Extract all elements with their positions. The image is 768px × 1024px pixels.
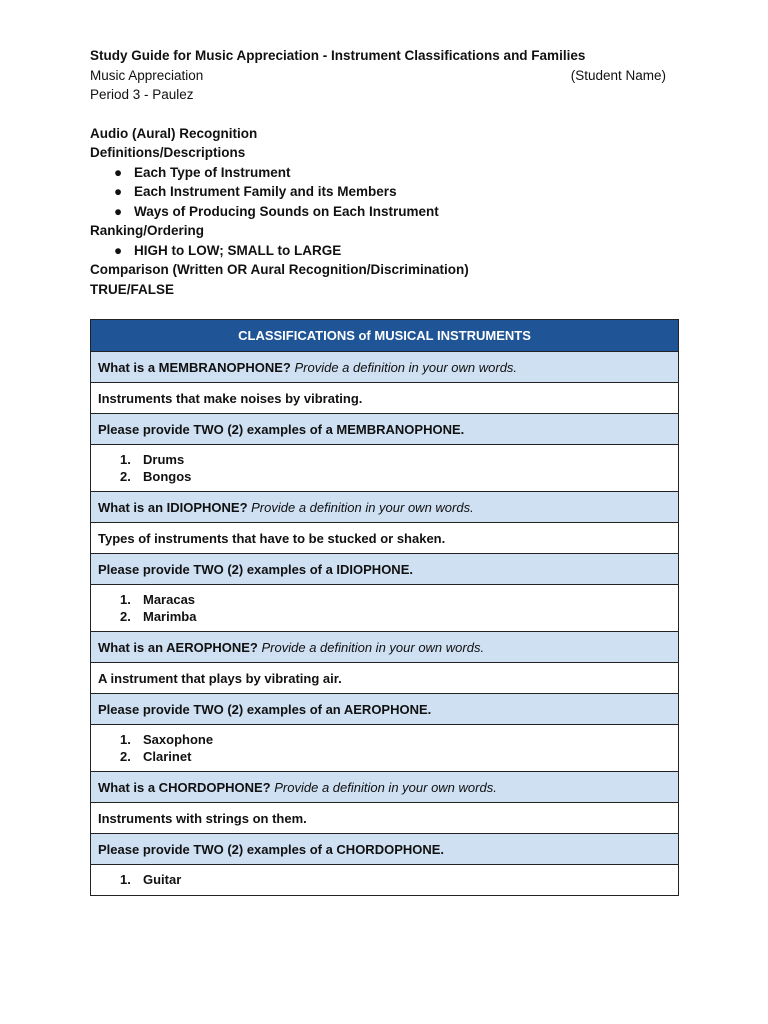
list-item: 1. Drums [120, 451, 185, 467]
list-item: 2. Bongos [120, 469, 192, 484]
topic-ranking: Ranking/Ordering [90, 223, 205, 238]
definition-hint: Provide a definition in your own words. [251, 499, 474, 515]
period-line: Period 3 - Paulez [90, 87, 194, 102]
list-item: ● Each Instrument Family and its Members [90, 182, 680, 202]
examples-list [98, 591, 671, 626]
spacer [90, 105, 680, 124]
question-membranophone: What is a MEMBRANOPHONE? Provide a definition in your own words. [91, 352, 679, 383]
table-row [91, 803, 679, 834]
list-item: ● HIGH to LOW; SMALL to LARGE [90, 241, 680, 261]
definitions-list [90, 163, 680, 222]
bullet-icon: ● [114, 164, 123, 180]
table-header-row [91, 320, 679, 352]
answer-chordophone: Instruments with strings on them. [91, 803, 679, 834]
list-item: 1. Maracas [120, 591, 196, 607]
document-header [90, 46, 680, 299]
answer-aerophone: A instrument that plays by vibrating air. [91, 663, 679, 694]
table-row [91, 523, 679, 554]
definition-hint: Provide a definition in your own words. [274, 779, 497, 795]
question-chordophone: What is a CHORDOPHONE? Provide a definition in your own words. [91, 772, 679, 803]
bullet-icon: ● [114, 184, 123, 199]
table-row [91, 694, 679, 725]
bullet-icon: ● [114, 242, 123, 258]
topic-aural: Audio (Aural) Recognition [90, 125, 258, 141]
examples-chordophone [91, 865, 679, 896]
examples-list [98, 451, 671, 486]
definition-hint: Provide a definition in your own words. [294, 359, 518, 375]
table-row [91, 352, 679, 383]
topic-truefalse: TRUE/FALSE [90, 281, 175, 297]
list-item: 1. Saxophone [120, 731, 214, 747]
table-row [91, 554, 679, 585]
question-aerophone: What is an AEROPHONE? Provide a definition in your own words. [91, 632, 679, 663]
table-row [91, 383, 679, 414]
topic-definitions: Definitions/Descriptions [90, 145, 246, 160]
list-item: ● Each Type of Instrument [90, 163, 680, 183]
answer-membranophone: Instruments that make noises by vibrating. [91, 383, 679, 414]
student-name: (Student Name) [570, 67, 666, 83]
table-row [91, 663, 679, 694]
examples-list [98, 871, 671, 889]
list-item: 1. Guitar [120, 872, 182, 888]
examples-prompt-membranophone: Please provide TWO (2) examples of a MEMBRANOPHONE. [91, 414, 679, 445]
list-item: 2. Marimba [120, 609, 197, 624]
table-row [91, 445, 679, 492]
topic-comparison: Comparison (Written OR Aural Recognition/Discrimination) [90, 262, 469, 277]
question-idiophone: What is an IDIOPHONE? Provide a definition in your own words. [91, 492, 679, 523]
list-item: ● Ways of Producing Sounds on Each Instrument [90, 202, 680, 222]
classifications-table [90, 319, 679, 896]
table-row [91, 632, 679, 663]
examples-list [98, 731, 671, 766]
list-item: 2. Clarinet [120, 749, 192, 764]
examples-membranophone [91, 445, 679, 492]
table-row [91, 414, 679, 445]
table-row [91, 865, 679, 896]
bullet-icon: ● [114, 203, 123, 219]
examples-prompt-chordophone: Please provide TWO (2) examples of a CHORDOPHONE. [91, 834, 679, 865]
definition-hint: Provide a definition in your own words. [261, 639, 485, 655]
examples-idiophone [91, 585, 679, 632]
examples-prompt-idiophone: Please provide TWO (2) examples of a IDIOPHONE. [91, 554, 679, 585]
table-row [91, 772, 679, 803]
course-row [90, 66, 666, 86]
ranking-list [90, 241, 680, 261]
table-title: CLASSIFICATIONS of MUSICAL INSTRUMENTS [91, 320, 679, 352]
table-row [91, 492, 679, 523]
examples-aerophone [91, 725, 679, 772]
examples-prompt-aerophone: Please provide TWO (2) examples of an AEROPHONE. [91, 694, 679, 725]
table-row [91, 725, 679, 772]
answer-idiophone: Types of instruments that have to be stucked or shaken. [91, 523, 679, 554]
table-row [91, 834, 679, 865]
document-title: Study Guide for Music Appreciation - Instrument Classifications and Families [90, 48, 586, 63]
table-row [91, 585, 679, 632]
course-name: Music Appreciation [90, 67, 204, 83]
